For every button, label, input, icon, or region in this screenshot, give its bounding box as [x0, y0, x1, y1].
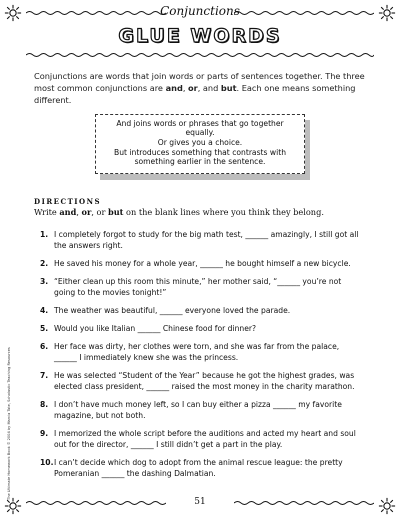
- exercise-item: [40, 276, 364, 298]
- item-text: Would you like Italian ______ Chinese food for dinner?: [54, 324, 257, 333]
- exercise-item: [40, 229, 364, 251]
- exercise-item: [40, 399, 364, 421]
- definition-or: Or gives you a choice.: [157, 138, 243, 147]
- exercise-item: [40, 370, 364, 392]
- exercise-item: [40, 457, 364, 479]
- intro-text-end: . Each one means something different.: [34, 83, 356, 105]
- directions-fragment: ,: [76, 207, 82, 217]
- item-text: He saved his money for a whole year, ______ he bought himself a new bicycle.: [54, 259, 351, 268]
- item-number: 9.: [40, 429, 49, 438]
- item-text: I don’t have much money left, so I can buy either a pizza ______ my favorite magazine, but not both.: [54, 400, 342, 420]
- directions-text: [34, 207, 374, 217]
- item-text: He was selected “Student of the Year” because he got the highest grades, was elected class president, ______ raised the most money in the charity marathon.: [54, 371, 355, 391]
- copyright-credit: [7, 347, 15, 500]
- keyword-or: or: [81, 207, 92, 217]
- exercise-item: [40, 323, 364, 334]
- item-text: Her face was dirty, her clothes were torn, and she was far from the palace, ______ I immediately knew she was the princess.: [54, 342, 340, 362]
- keyword-and: and: [165, 83, 183, 93]
- directions-fragment: , or: [91, 207, 108, 217]
- item-number: 4.: [40, 306, 49, 315]
- directions-fragment: Write: [34, 207, 60, 217]
- item-text: I can’t decide which dog to adopt from the animal rescue league: the pretty Pomeranian ______ the dashing Dalmatian.: [54, 458, 343, 478]
- item-text: I completely forgot to study for the big math test, ______ amazingly, I still got all the answers right.: [54, 230, 359, 250]
- item-text: The weather was beautiful, ______ everyone loved the parade.: [54, 306, 291, 315]
- keyword-but: but: [107, 207, 124, 217]
- copyright-text: The Ultimate Homework Book © 2004 by Marcia Tate, Scholastic Teaching Resources: [7, 347, 11, 500]
- keyword-or: or: [188, 83, 198, 93]
- directions-fragment: on the blank lines where you think they belong.: [123, 207, 324, 217]
- exercise-item: [40, 258, 364, 269]
- item-number: 5.: [40, 324, 49, 333]
- item-text: I memorized the whole script before the auditions and acted my heart and soul out for the director, ______ I still didn’t get a part in the play.: [54, 429, 356, 449]
- item-number: 6.: [40, 342, 49, 351]
- item-number: 2.: [40, 259, 49, 268]
- topic-heading: Conjunctions: [160, 4, 240, 18]
- exercise-item: [40, 305, 364, 316]
- definition-and: And joins words or phrases that go together equally.: [116, 119, 284, 137]
- squiggle-divider-title: [26, 52, 374, 58]
- definition-but: But introduces something that contrasts with something earlier in the sentence.: [113, 148, 287, 166]
- intro-separator: ,: [182, 83, 189, 93]
- keyword-but: but: [220, 83, 237, 93]
- intro-paragraph: [34, 70, 368, 106]
- item-number: 10.: [40, 458, 54, 467]
- intro-separator: , and: [197, 83, 221, 93]
- keyword-and: and: [59, 207, 77, 217]
- exercise-list: [40, 229, 364, 486]
- exercise-item: [40, 428, 364, 450]
- definition-box: [95, 114, 305, 174]
- directions-heading: DIRECTIONS: [34, 197, 102, 206]
- intro-text: Conjunctions are words that join words or parts of sentences together. The three most common conjunctions are: [34, 71, 365, 93]
- item-number: 8.: [40, 400, 49, 409]
- item-number: 1.: [40, 230, 49, 239]
- item-number: 3.: [40, 277, 49, 286]
- page-number: 51: [194, 497, 206, 507]
- item-number: 7.: [40, 371, 49, 380]
- item-text: “Either clean up this room this minute,” her mother said, “______ you’re not going to the movies tonight!”: [54, 277, 342, 297]
- exercise-item: [40, 341, 364, 363]
- page-title: GLUE WORDS: [118, 25, 282, 47]
